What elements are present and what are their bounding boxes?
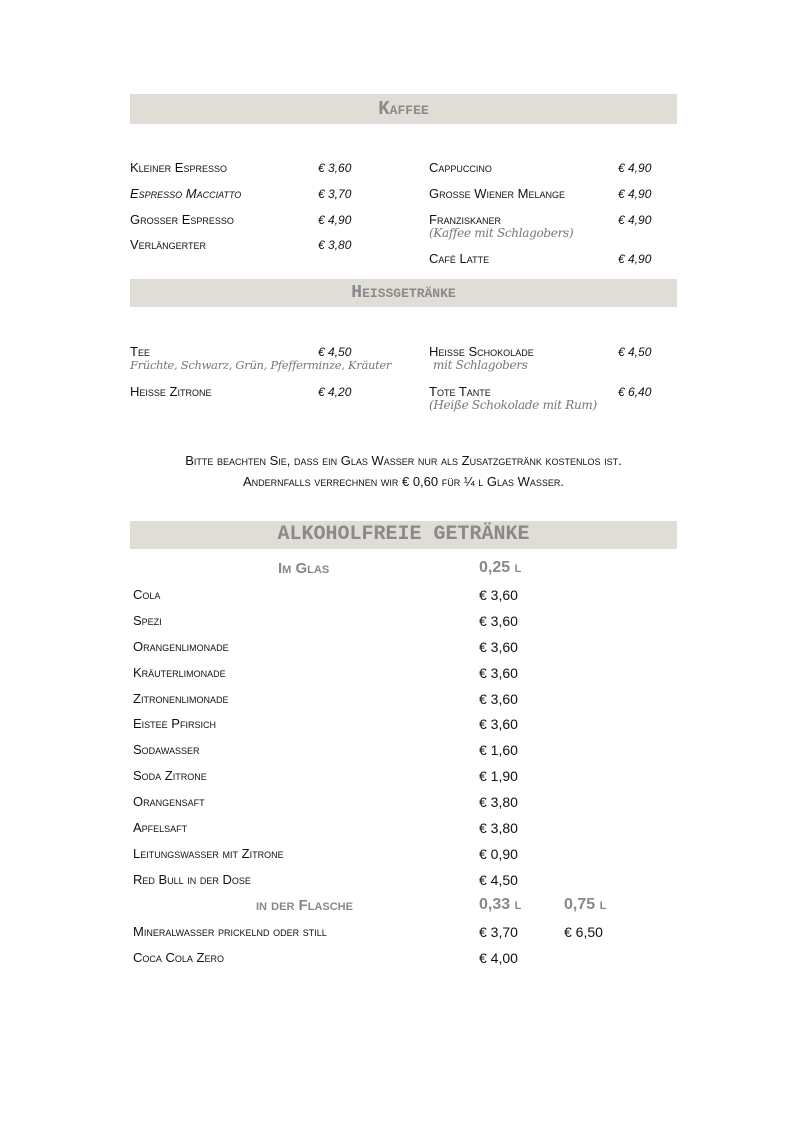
menu-item-name: Verlängerter [130,237,207,252]
menu-item-price: € 4,90 [618,187,652,201]
drink-price: € 3,60 [479,587,518,603]
drink-price: € 3,60 [479,665,518,681]
drink-name: Soda Zitrone [133,768,207,783]
menu-item-name: Espresso Macciatto [130,186,242,201]
drink-price: € 3,60 [479,613,518,629]
drink-price: € 3,60 [479,639,518,655]
drink-name: Sodawasser [133,742,200,757]
menu-item-price: € 4,90 [618,213,652,227]
drink-name: Eistee Pfirsich [133,716,216,731]
menu-item-price: € 3,80 [318,238,352,252]
water-notice-line1: Bitte beachten Sie, dass ein Glas Wasser nur als Zusatzgetränk kostenlos ist. [185,453,622,468]
menu-item-name: Großer Espresso [130,212,234,227]
section-header-kaffee: Kaffee [130,94,677,124]
menu-item-name: Große Wiener Melange [429,186,565,201]
drink-price: € 3,60 [479,716,518,732]
menu-item-name: Tee [130,344,150,359]
drink-price-large: € 6,50 [564,924,603,940]
drink-price: € 3,80 [479,820,518,836]
drink-price: € 3,80 [479,794,518,810]
menu-item-name: Cappuccino [429,160,492,175]
menu-item-price: € 4,90 [318,213,352,227]
drink-price-small: € 4,00 [479,950,518,966]
menu-item-name: Café Latte [429,251,490,266]
menu-item-price: € 4,50 [618,345,652,359]
glas-header: Im Glas [278,560,330,577]
glas-size-header: 0,25 l [479,559,522,576]
menu-item-description: (Heiße Schokolade mit Rum) [429,398,597,412]
water-notice-line2: Andernfalls verrechnen wir € 0,60 für ¼ l Glas Wasser. [242,474,565,489]
drink-name: Mineralwasser prickelnd oder still [133,924,327,939]
flasche-header: in der Flasche [256,897,353,914]
drink-price: € 3,60 [479,691,518,707]
drink-price: € 1,60 [479,742,518,758]
menu-item-description: mit Schlagobers [433,358,528,372]
drink-name: Orangenlimonade [133,639,229,654]
menu-item-name: Franziskaner [429,212,501,227]
drink-price: € 4,50 [479,872,518,888]
menu-item-price: € 6,40 [618,385,652,399]
section-header-alkoholfrei: ALKOHOLFREIE GETRÄNKE [130,521,677,549]
drink-name: Zitronenlimonade [133,691,229,706]
menu-item-name: Heiße Zitrone [130,384,212,399]
menu-item-description: Früchte, Schwarz, Grün, Pfefferminze, Kräuter [130,358,392,372]
menu-item-price: € 4,50 [318,345,352,359]
flasche-size-header-large: 0,75 l [564,896,607,913]
menu-item-name: Heiße Schokolade [429,344,534,359]
drink-price: € 0,90 [479,846,518,862]
menu-item-price: € 3,70 [318,187,352,201]
section-header-heissgetraenke: Heißgetränke [130,279,677,307]
drink-name: Leitungswasser mit Zitrone [133,846,284,861]
drink-name: Cola [133,587,161,602]
drink-price-small: € 3,70 [479,924,518,940]
menu-item-price: € 3,60 [318,161,352,175]
menu-item-name: Tote Tante [429,384,491,399]
drink-price: € 1,90 [479,768,518,784]
menu-item-price: € 4,20 [318,385,352,399]
water-notice [130,450,677,492]
drink-name: Kräuterlimonade [133,665,226,680]
menu-item-name: Kleiner Espresso [130,160,227,175]
menu-item-description: (Kaffee mit Schlagobers) [429,226,574,240]
drink-name: Apfelsaft [133,820,188,835]
drink-name: Red Bull in der Dose [133,872,251,887]
drink-name: Spezi [133,613,162,628]
flasche-size-header-small: 0,33 l [479,896,522,913]
menu-item-price: € 4,90 [618,161,652,175]
menu-item-price: € 4,90 [618,252,652,266]
drink-name: Orangensaft [133,794,205,809]
drink-name: Coca Cola Zero [133,950,224,965]
